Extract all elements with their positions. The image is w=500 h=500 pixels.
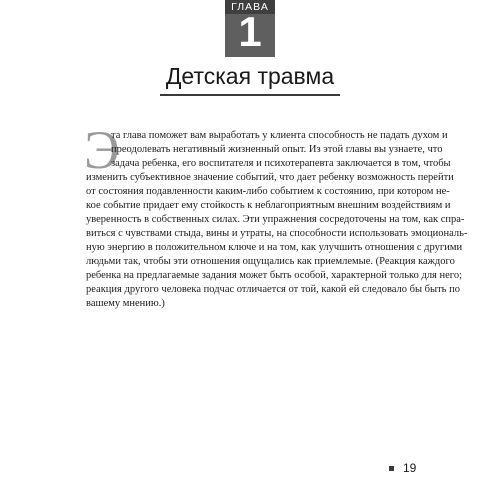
body-line: уверенность в собственных силах. Эти упражнения сосредоточены на том, как спра- (86, 214, 465, 225)
body-line: вашему мнению.) (86, 298, 165, 309)
page-marker (389, 466, 394, 471)
body-line: от состояния подавленности каким-либо событием к состоянию, при котором не- (86, 186, 450, 197)
body-line: виться с чувствами стыда, вины и утраты, на способности использовать эмоциональ- (86, 228, 468, 239)
body-line: та глава поможет вам выработать у клиента способность не падать духом и (111, 130, 448, 141)
chapter-number: 1 (238, 8, 262, 55)
title-underline (160, 94, 340, 96)
body-line: реакция другого человека подчас отличается от той, какой ей следовало бы быть по (86, 284, 460, 295)
body-line: преодолевать негативный жизненный опыт. Из этой главы вы узнаете, что (111, 144, 443, 155)
page-number: 19 (403, 461, 417, 475)
chapter-title: Детская травма (165, 63, 335, 89)
chapter-tab (225, 0, 275, 57)
chapter-label: ГЛАВА (225, 0, 275, 14)
body-line: ребенка на предлагаемые задания может быть особой, характерной только для него; (86, 270, 463, 281)
body-line: ную энергию в положительном ключе и на том, как улучшить отношения с другими (86, 242, 463, 253)
body-line: задача ребенка, его воспитателя и психотерапевта заключается в том, чтобы (111, 158, 451, 169)
drop-cap: Э (84, 120, 120, 180)
body-line: кое событие придает ему стойкость к неблагоприятным внешним воздействиям и (86, 200, 451, 211)
body-line: людьми так, чтобы эти отношения ощущались как приемлемые. (Реакция каждого (86, 256, 455, 267)
body-line: изменить субъективное значение событий, что дает ребенку возможность перейти (86, 172, 454, 183)
